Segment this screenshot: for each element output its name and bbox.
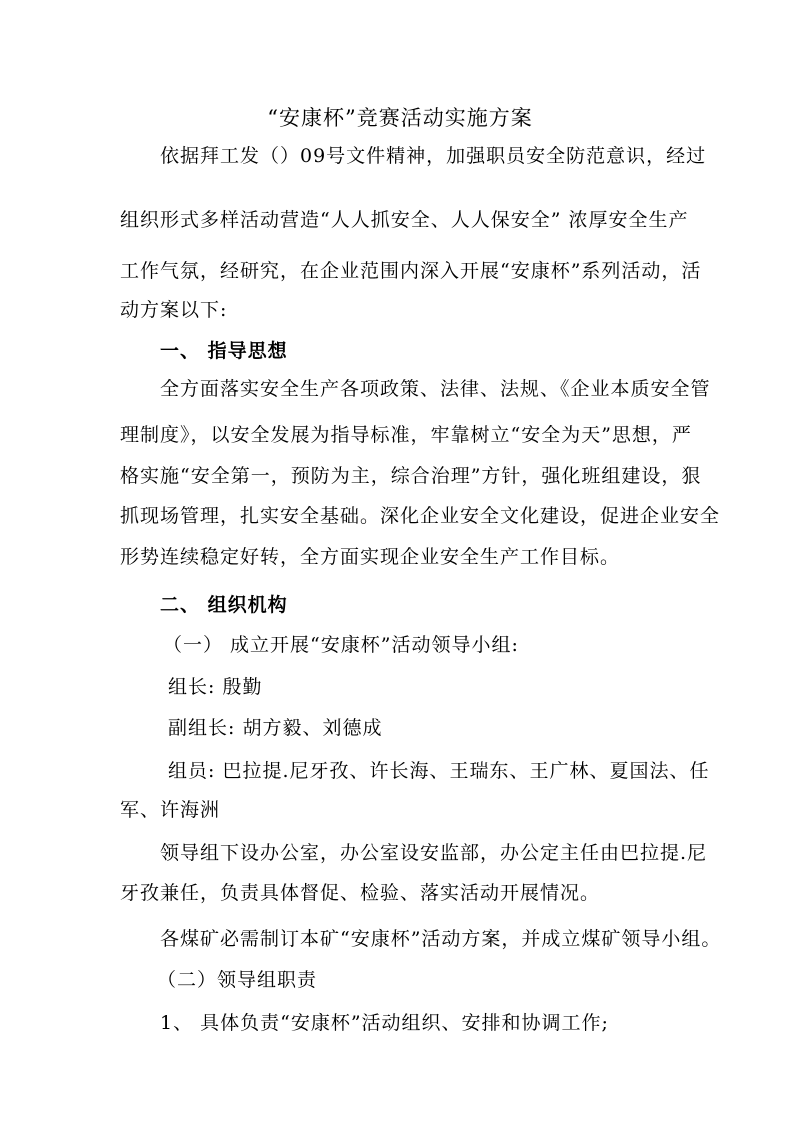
section-heading-guiding-thought: 一、 指导思想 (160, 340, 288, 362)
subsection-heading-leading-group: （一） 成立开展“安康杯”活动领导小组: (163, 634, 519, 656)
mines-requirement-line: 各煤矿必需制订本矿“安康杯”活动方案，并成立煤矿领导小组。 (160, 928, 722, 950)
section1-body-line: 格实施“安全第一，预防为主，综合治理”方针，强化班组建设，狠 (120, 465, 702, 487)
intro-line: 组织形式多样活动营造“人人抓安全、人人保安全” 浓厚安全生产 (120, 209, 689, 231)
group-leader-line: 组长: 殷勤 (168, 676, 263, 698)
document-title: “安康杯”竞赛活动实施方案 (267, 106, 533, 130)
section1-body-line: 理制度》，以安全发展为指导标准，牢靠树立“安全为天”思想，严 (120, 424, 692, 446)
members-line: 组员: 巴拉提.尼牙孜、许长海、王瑞东、王广林、夏国法、任 (168, 760, 710, 782)
section-heading-organization: 二、 组织机构 (160, 594, 288, 616)
intro-line: 动方案以下: (120, 299, 228, 321)
intro-line: 工作气氛，经研究，在企业范围内深入开展“安康杯”系列活动，活 (120, 260, 702, 282)
intro-line: 依据拜工发（）09号文件精神，加强职员安全防范意识，经过 (160, 145, 707, 167)
deputy-leader-line: 副组长: 胡方毅、刘德成 (168, 717, 383, 739)
section1-body-line: 抓现场管理，扎实安全基础。深化企业安全文化建设，促进企业安全 (120, 505, 721, 527)
members-line: 军、许海洲 (120, 799, 221, 821)
subsection-heading-duties: （二）领导组职责 (157, 969, 318, 991)
section1-body-line: 形势连续稳定好转，全方面实现企业安全生产工作目标。 (120, 546, 621, 568)
office-line: 牙孜兼任，负责具体督促、检验、落实活动开展情况。 (120, 882, 601, 904)
section1-body-line: 全方面落实安全生产各项政策、法律、法规、《企业本质安全管 (160, 378, 711, 400)
office-line: 领导组下设办公室，办公室设安监部，办公定主任由巴拉提.尼 (160, 842, 708, 864)
duty-item: 1、 具体负责“安康杯”活动组织、安排和协调工作; (160, 1012, 609, 1034)
